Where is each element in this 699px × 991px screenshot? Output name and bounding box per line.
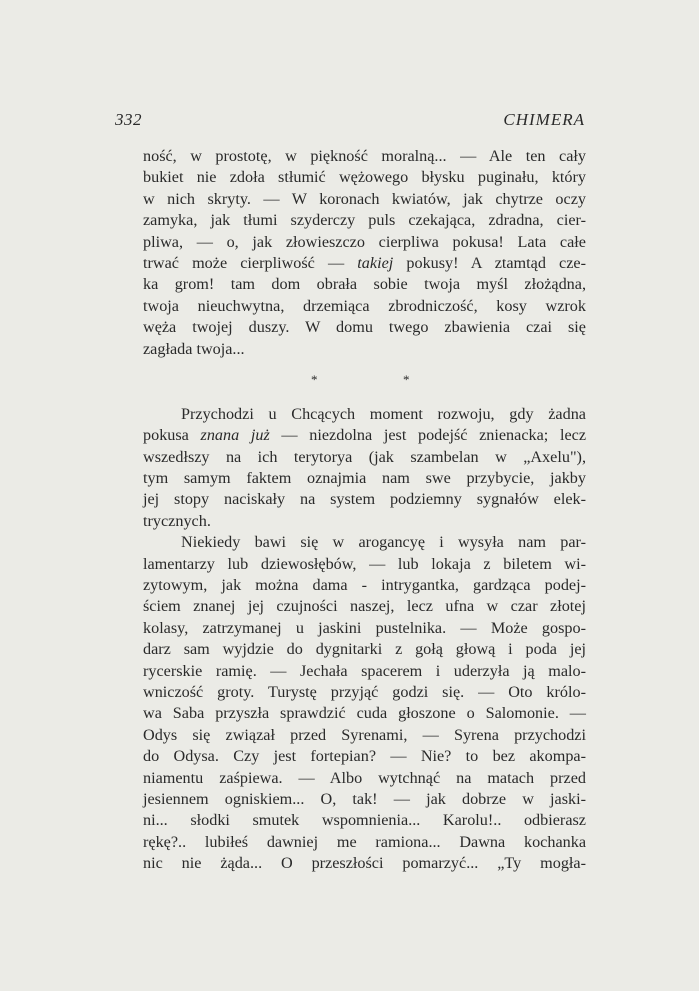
text-line: jej stopy naciskały na system podziemny sygnałów elek-: [143, 490, 586, 509]
page-number: 332: [115, 110, 142, 129]
text-line: ni... słodki smutek wspomnienia... Karolu!.. odbierasz: [143, 811, 586, 830]
text-line: ka grom! tam dom obrała sobie twoja myśl złożądna,: [143, 275, 586, 294]
text-line: węża twojej duszy. W domu twego zbawienia czai się: [143, 318, 586, 337]
asterisk-ornament: *: [403, 371, 410, 387]
text-run: trwać może cierpliwość —: [143, 253, 358, 272]
paragraph-1: [143, 146, 586, 360]
emphasis-text: znana już: [200, 426, 270, 445]
text-line: pliwa, — o, jak złowieszczo cierpliwa pokusa! Lata całe: [143, 232, 586, 251]
text-line: jesiennem ogniskiem... O, tak! — jak dobrze w jaski-: [143, 789, 586, 808]
text-line: kolasy, zatrzymanej u jaskini pustelnika. — Może gospo-: [143, 618, 586, 637]
text-line: tym samym faktem oznajmia nam swe przybycie, jakby: [143, 469, 586, 488]
section-separator: [143, 360, 586, 404]
text-run: pokusy! A ztamtąd cze-: [393, 253, 586, 272]
text-line: zytowym, jak można dama - intrygantka, gardząca podej-: [143, 576, 586, 595]
text-line: wszedłszy na ich terytorya (jak szambelan w „Axelu"),: [143, 447, 586, 466]
body-text: [143, 146, 586, 875]
running-head: [115, 110, 585, 134]
text-line: lamentarzy lub dziewosłębów, — lub lokaja z biletem wi-: [143, 554, 586, 573]
text-line: Przychodzi u Chcących moment rozwoju, gdy żadna: [181, 404, 586, 423]
text-line: zagłada twoja...: [143, 339, 245, 358]
emphasis-text: takiej: [357, 253, 394, 272]
text-line: [143, 425, 586, 446]
text-line: wa Saba przyszła sprawdzić cuda głoszone o Salomonie. —: [143, 704, 586, 723]
asterisk-ornament: *: [311, 371, 318, 387]
text-line: trycznych.: [143, 511, 211, 530]
text-line: rycerskie ramię. — Jechała spacerem i uderzyła ją malo-: [143, 661, 586, 680]
text-line: wniczość groty. Turystę przyjąć godzi się. — Oto królo-: [143, 682, 586, 701]
text-line: w nich skryty. — W koronach kwiatów, jak chytrze oczy: [143, 189, 586, 208]
text-line: darz sam wyjdzie do dygnitarki z gołą głową i poda jej: [143, 640, 586, 659]
text-line: do Odysa. Czy jest fortepian? — Nie? to bez akompa-: [143, 747, 586, 766]
text-line: [143, 253, 586, 274]
text-line: Niekiedy bawi się w arogancyę i wysyła nam par-: [181, 533, 586, 552]
text-line: niamentu zaśpiewa. — Albo wytchnąć na matach przed: [143, 768, 586, 787]
text-line: twoja nieuchwytna, drzemiąca zbrodniczość, kosy wzrok: [143, 296, 586, 315]
text-line: ściem znanej jej czujności naszej, lecz ufna w czar złotej: [143, 597, 586, 616]
text-run: — niezdolna jest podejść znienacka; lecz: [269, 426, 587, 445]
paragraph-3: [143, 532, 586, 874]
text-line: Odys się związał przed Syrenami, — Syrena przychodzi: [143, 725, 586, 744]
text-line: ność, w prostotę, w piękność moralną... — Ale ten cały: [143, 147, 586, 165]
running-title: CHIMERA: [503, 110, 585, 129]
paragraph-2: [143, 404, 586, 532]
text-line: bukiet nie zdoła stłumić wężowego błysku puginału, który: [143, 168, 586, 187]
text-line: nic nie żąda... O przeszłości pomarzyć... „Ty mogła-: [143, 854, 586, 873]
text-run: pokusa: [143, 426, 201, 445]
text-line: rękę?.. lubiłeś dawniej me ramiona... Dawna kochanka: [143, 832, 586, 851]
text-line: zamyka, jak tłumi szyderczy puls czekająca, zdradna, cier-: [143, 211, 586, 230]
